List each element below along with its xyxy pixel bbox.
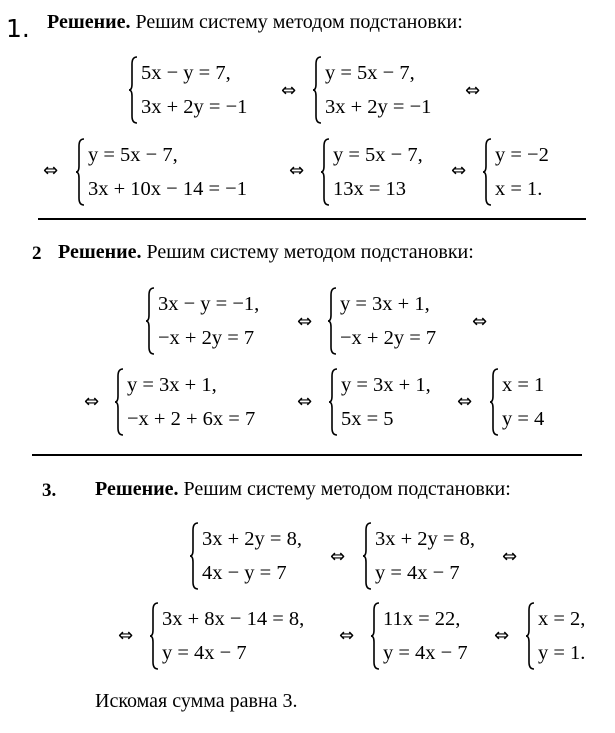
equation: 11x = 22,	[383, 608, 461, 630]
divider	[38, 218, 586, 220]
equation: x = 1	[502, 374, 545, 396]
brace-icon	[362, 522, 372, 590]
equation: y = 5x − 7,	[333, 144, 423, 166]
equation: y = 4x − 7	[162, 642, 247, 664]
brace-icon	[189, 522, 199, 590]
equation: 13x = 13	[333, 178, 407, 200]
answer-text: Искомая сумма равна 3.	[95, 690, 298, 712]
equation: −x + 2 + 6x = 7	[127, 408, 256, 430]
equation: 4x − y = 7	[202, 562, 287, 584]
equivalence-icon: ⇔	[494, 625, 510, 646]
problem-2-intro	[58, 241, 474, 264]
p2-system-1	[145, 287, 295, 355]
equation: y = 3x + 1,	[340, 293, 430, 315]
p3-system-3	[149, 602, 329, 670]
equivalence-icon: ⇔	[297, 311, 313, 332]
equivalence-icon: ⇔	[289, 160, 305, 181]
equation: 3x − y = −1,	[158, 293, 260, 315]
p3-system-2	[362, 522, 502, 590]
brace-icon	[145, 287, 155, 355]
equivalence-icon: ⇔	[118, 625, 134, 646]
solution-label: Решение.	[95, 478, 179, 500]
brace-icon	[75, 138, 85, 206]
p3-system-5	[525, 602, 593, 670]
equation: y = 5x − 7,	[325, 62, 415, 84]
equation: 3x + 2y = −1	[325, 96, 432, 118]
problem-3-intro	[95, 478, 511, 501]
p2-system-4	[328, 368, 458, 436]
equation: y = −2	[495, 144, 549, 166]
brace-icon	[525, 602, 535, 670]
intro-text: Решим систему методом подстановки:	[141, 241, 474, 263]
equation: 5x − y = 7,	[141, 62, 231, 84]
p3-system-4	[370, 602, 490, 670]
equivalence-icon: ⇔	[84, 391, 100, 412]
equation: y = 4x − 7	[383, 642, 468, 664]
equation: y = 1.	[538, 642, 586, 664]
equivalence-icon: ⇔	[457, 391, 473, 412]
brace-icon	[482, 138, 492, 206]
equation: y = 3x + 1,	[341, 374, 431, 396]
p3-system-1	[189, 522, 329, 590]
equivalence-icon: ⇔	[297, 391, 313, 412]
equivalence-icon: ⇔	[472, 311, 488, 332]
equivalence-icon: ⇔	[339, 625, 355, 646]
p1-system-3	[75, 138, 285, 206]
p1-system-4	[320, 138, 450, 206]
problem-1-number: 1.	[6, 14, 30, 43]
divider	[32, 454, 582, 456]
brace-icon	[327, 287, 337, 355]
p2-system-2	[327, 287, 477, 355]
equation: 3x + 2y = −1	[141, 96, 248, 118]
equation: 3x + 8x − 14 = 8,	[162, 608, 305, 630]
p2-system-5	[489, 368, 569, 436]
p1-system-5	[482, 138, 572, 206]
equivalence-icon: ⇔	[502, 546, 518, 567]
problem-3-number: 3.	[42, 480, 57, 501]
equation: −x + 2y = 7	[158, 327, 255, 349]
solution-label: Решение.	[58, 241, 142, 263]
equation: 3x + 2y = 8,	[202, 528, 302, 550]
equation: y = 3x + 1,	[127, 374, 217, 396]
brace-icon	[489, 368, 499, 436]
p1-system-1	[128, 56, 278, 124]
p1-system-2	[312, 56, 462, 124]
equation: y = 4x − 7	[375, 562, 460, 584]
problem-1-intro	[47, 11, 463, 34]
brace-icon	[320, 138, 330, 206]
equation: 3x + 10x − 14 = −1	[88, 178, 247, 200]
equivalence-icon: ⇔	[330, 546, 346, 567]
equivalence-icon: ⇔	[43, 160, 59, 181]
equation: x = 1.	[495, 178, 543, 200]
brace-icon	[149, 602, 159, 670]
brace-icon	[370, 602, 380, 670]
p2-system-3	[114, 368, 294, 436]
equation: 3x + 2y = 8,	[375, 528, 475, 550]
intro-text: Решим систему методом подстановки:	[178, 478, 511, 500]
equation: y = 4	[502, 408, 545, 430]
solution-label: Решение.	[47, 11, 131, 33]
brace-icon	[312, 56, 322, 124]
brace-icon	[114, 368, 124, 436]
equivalence-icon: ⇔	[281, 80, 297, 101]
brace-icon	[128, 56, 138, 124]
problem-2-number: 2	[32, 243, 42, 264]
equation: 5x = 5	[341, 408, 394, 430]
equation: y = 5x − 7,	[88, 144, 178, 166]
brace-icon	[328, 368, 338, 436]
equation: x = 2,	[538, 608, 586, 630]
equivalence-icon: ⇔	[465, 80, 481, 101]
equation: −x + 2y = 7	[340, 327, 437, 349]
equivalence-icon: ⇔	[451, 160, 467, 181]
intro-text: Решим систему методом подстановки:	[130, 11, 463, 33]
